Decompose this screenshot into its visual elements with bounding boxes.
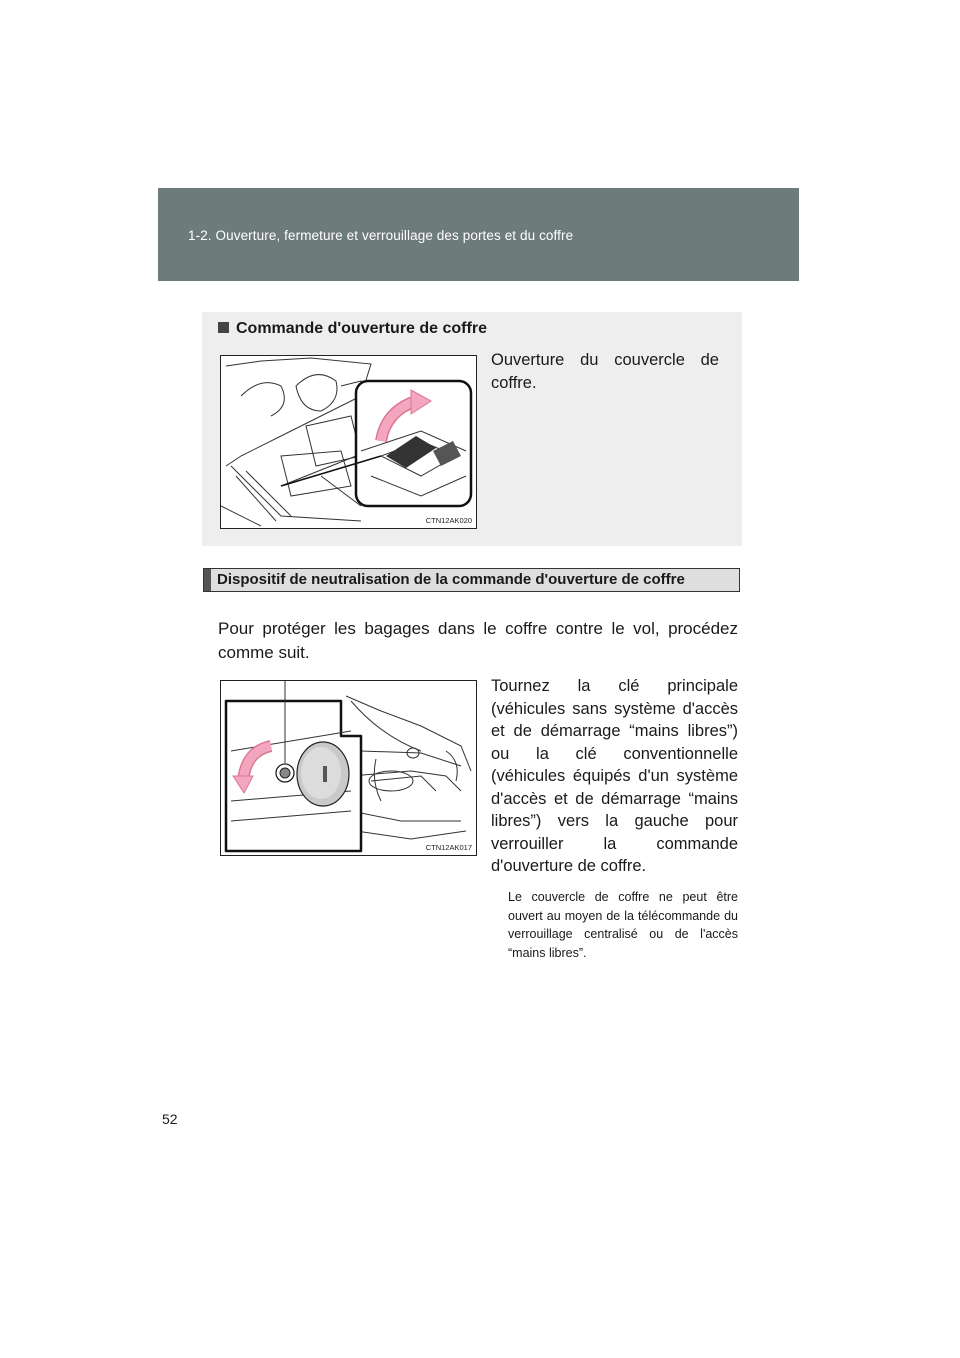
section-accent <box>204 569 211 591</box>
chapter-title: 1-2. Ouverture, fermeture et verrouillage des portes et du coffre <box>188 228 574 243</box>
figure-code: CTN12AK020 <box>425 516 472 525</box>
box-title <box>218 320 487 338</box>
section-heading-bar <box>203 568 740 592</box>
trunk-lock-illustration <box>220 680 477 856</box>
section-title: Dispositif de neutralisation de la commande d'ouverture de coffre <box>217 571 685 588</box>
box-text: Ouverture du couvercle de coffre. <box>491 351 719 392</box>
section-note: Le couvercle de coffre ne peut être ouvert au moyen de la télécommande du verrouillage centralisé ou de l'accès “mains libres”. <box>508 890 738 960</box>
car-interior-drawing <box>221 356 476 528</box>
car-rear-drawing <box>221 681 476 855</box>
box-title-text: Commande d'ouverture de coffre <box>236 320 487 337</box>
trunk-opener-illustration <box>220 355 477 529</box>
section-intro: Pour protéger les bagages dans le coffre contre le vol, procédez comme suit. <box>218 619 738 662</box>
figure-code: CTN12AK017 <box>425 843 472 852</box>
section-instruction: Tournez la clé principale (véhicules sans système d'accès et de démarrage “mains libres”) ou la clé conventionnelle (véhicules équipés d'un système d'accès et de démarrage “mains libres”) vers la gauche pour verrouiller la commande d'ouverture de coffre. <box>491 677 738 875</box>
page-number: 52 <box>162 1111 178 1127</box>
square-bullet-icon <box>218 322 229 333</box>
